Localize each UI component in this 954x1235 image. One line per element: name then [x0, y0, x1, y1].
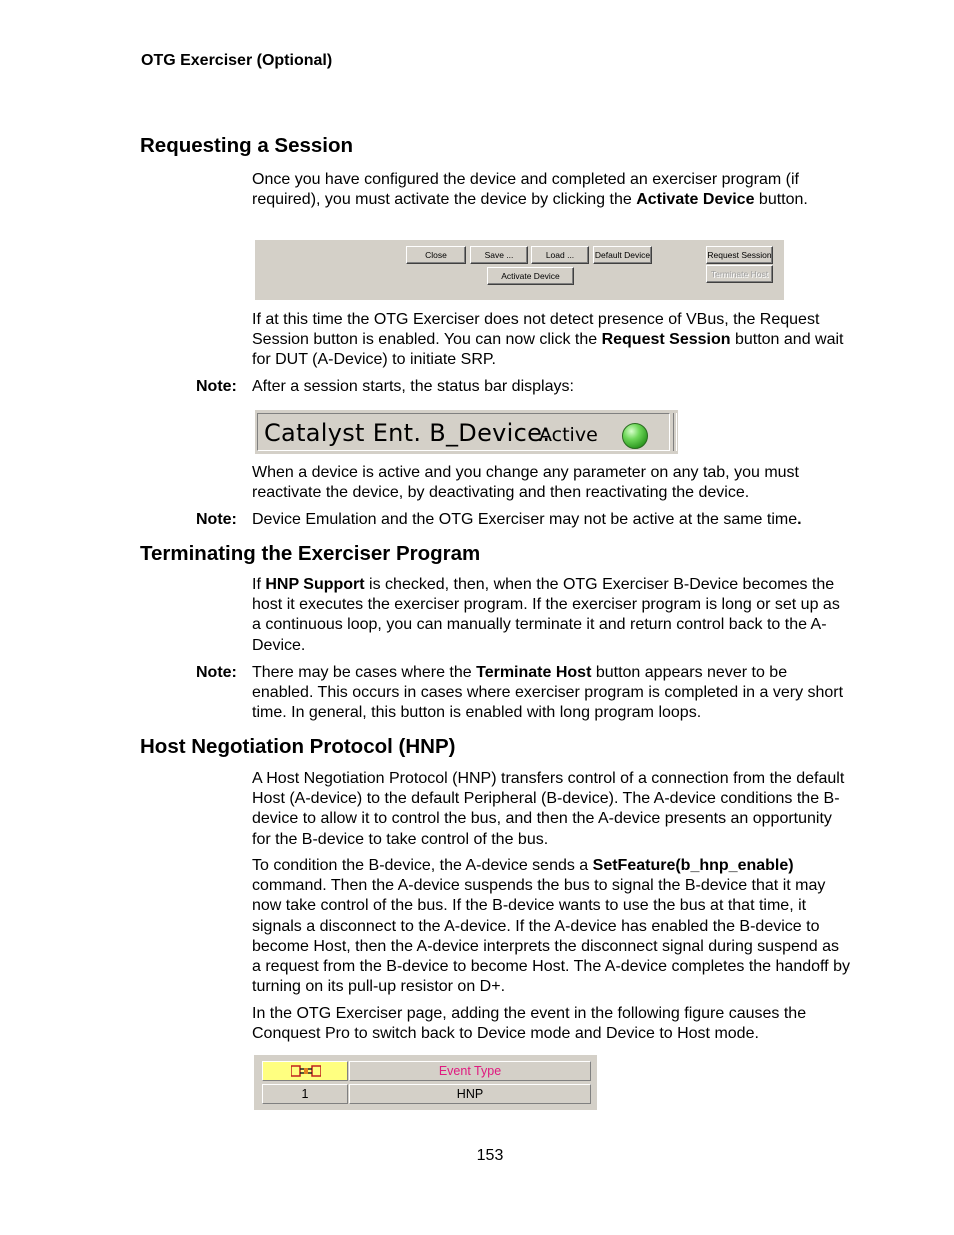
request-session-button[interactable]: Request Session — [706, 246, 773, 264]
paragraph-reactivate: When a device is active and you change any parameter on any tab, you must reactivate the device, by deactivating and then reactivating the device. — [252, 464, 799, 502]
status-state: Active — [539, 424, 598, 446]
status-bar-grip — [673, 413, 677, 451]
terminate-host-button: Terminate Host — [706, 265, 773, 283]
note-label: Note: — [196, 378, 237, 395]
paragraph-hnp-support: If HNP Support is checked, then, when the OTG Exerciser B-Device becomes the host it executes the exerciser program. If the exerciser program is long or set up as a continuous loop, you can manually terminate it and return control back to the A-Device. — [252, 576, 840, 654]
activate-device-button[interactable]: Activate Device — [487, 267, 574, 285]
load-button[interactable]: Load ... — [531, 246, 589, 264]
note-text: After a session starts, the status bar displays: — [252, 378, 574, 395]
note-label: Note: — [196, 511, 237, 528]
figure-status-bar — [255, 410, 678, 454]
paragraph-activate-device: Once you have configured the device and completed an exerciser program (if required), you must activate the device by clicking the Activate Device button. — [252, 171, 808, 209]
note-label: Note: — [196, 664, 237, 681]
default-device-button[interactable]: Default Device — [593, 246, 652, 264]
close-button[interactable]: Close — [406, 246, 466, 264]
status-led-icon — [622, 423, 648, 449]
grid-row-index: 1 — [262, 1084, 348, 1104]
paragraph-hnp-event: In the OTG Exerciser page, adding the event in the following figure causes the Conquest Pro to switch back to Device mode and Device to Host mode. — [252, 1005, 807, 1043]
paragraph-hnp-condition: To condition the B-device, the A-device sends a SetFeature(b_hnp_enable) command. Then the A-device suspends the bus to signal the B-device that it may now take control of the bus. If the B-device wants to use the bus at that time, it signals a disconnect to the A-device. If the A-device has enabled the B-device to become Host, then the A-device interprets the disconnect signal during suspend as a request from the B-device to become Host. The A-device completes the handoff by turning on its pull-up resistor on D+. — [252, 857, 850, 996]
grid-header-icon-cell — [262, 1061, 348, 1081]
running-header: OTG Exerciser (Optional) — [141, 52, 333, 69]
grid-row-event: HNP — [349, 1084, 591, 1104]
figure-event-grid — [254, 1055, 597, 1110]
note-text: There may be cases where the Terminate Host button appears never to be enabled. This occurs in cases where exerciser program is completed in a very short time. In general, this button is enabled with long program loops. — [252, 664, 844, 722]
section-heading-terminating: Terminating the Exerciser Program — [140, 542, 481, 565]
section-heading-requesting-session: Requesting a Session — [140, 134, 354, 157]
note-text: Device Emulation and the OTG Exerciser may not be active at the same time. — [252, 511, 802, 528]
hnp-event-icon — [291, 1065, 321, 1077]
paragraph-request-session: If at this time the OTG Exerciser does not detect presence of VBus, the Request Session button is enabled. You can now click the Request Session button and wait for DUT (A-Device) to initiate SRP. — [252, 311, 844, 369]
save-button[interactable]: Save ... — [470, 246, 528, 264]
paragraph-hnp-intro: A Host Negotiation Protocol (HNP) transfers control of a connection from the default Host (A-device) to the default Peripheral (B-device). The A-device conditions the B-device to allow it to control the bus, and then the A-device presents an opportunity for the B-device to take control of the bus. — [252, 770, 845, 848]
grid-header-event-type: Event Type — [349, 1061, 591, 1081]
status-device-name: Catalyst Ent. B_Device: — [264, 419, 551, 447]
page-number: 153 — [476, 1147, 504, 1164]
status-panel — [257, 413, 670, 451]
figure-exerciser-buttons — [255, 240, 784, 300]
section-heading-hnp: Host Negotiation Protocol (HNP) — [140, 735, 456, 758]
